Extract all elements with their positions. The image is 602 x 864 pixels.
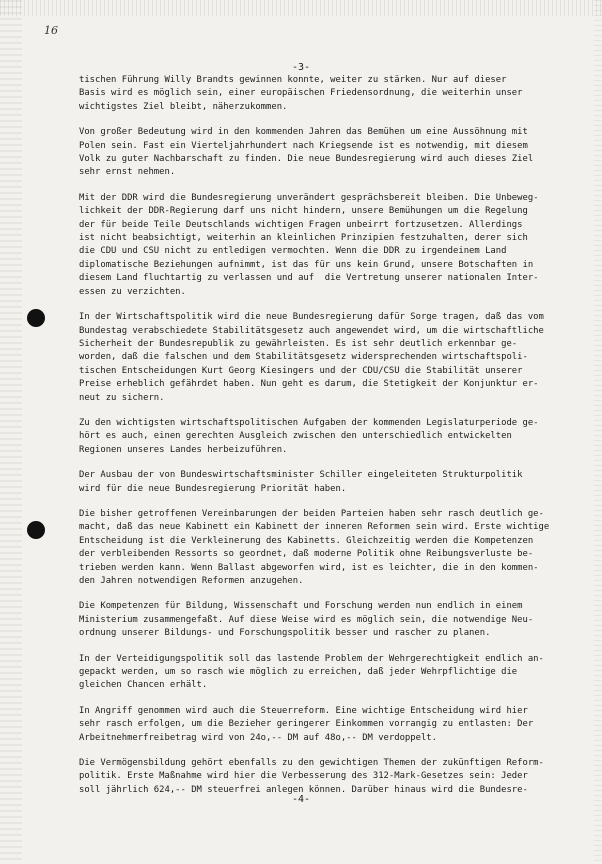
text-line: ist nicht beabsichtigt, weiterhin an kleinlichen Prinzipien festzuhalten, derer sich — [79, 233, 528, 244]
text-line: soll jährlich 624,-- DM steuerfrei anlegen können. Darüber hinaus wird die Bundesre- — [79, 784, 528, 795]
text-line: Basis wird es möglich sein, einer europäischen Friedensordnung, die weiterhin unser — [79, 88, 523, 99]
scan-edge-right — [594, 0, 602, 864]
text-line: In der Wirtschaftspolitik wird die neue Bundesregierung dafür Sorge tragen, daß das vom — [79, 312, 544, 323]
text-line: wichtigstes Ziel bleibt, näherzukommen. — [79, 101, 288, 112]
text-line: der für beide Teile Deutschlands wichtigen Fragen unbeirrt fortzusetzen. Allerdings — [79, 219, 523, 230]
text-line: neut zu sichern. — [79, 392, 165, 403]
text-line: Sicherheit der Bundesrepublik zu gewährleisten. Es ist sehr deutlich erkennbar ge- — [79, 338, 518, 349]
text-line: Volk zu guter Nachbarschaft zu finden. Die neue Bundesregierung wird auch dieses Ziel — [79, 154, 534, 165]
text-line: Von großer Bedeutung wird in den kommenden Jahren das Bemühen um eine Aussöhnung mit — [79, 127, 528, 138]
text-line: wird für die neue Bundesregierung Priorität haben. — [79, 483, 347, 494]
paragraph — [79, 74, 569, 114]
punch-hole — [27, 521, 45, 539]
punch-hole — [27, 309, 45, 327]
text-line: Die bisher getroffenen Vereinbarungen der beiden Parteien haben sehr rasch deutlich ge- — [79, 508, 544, 519]
text-line: Bundestag verabschiedete Stabilitätsgesetz auch angewendet wird, um die wirtschaftliche — [79, 325, 544, 336]
text-line: worden, daß die falschen und dem Stabilitätsgesetz widersprechenden wirtschaftspoli- — [79, 352, 528, 363]
scan-edge-left — [0, 0, 22, 864]
text-line: tischen Entscheidungen Kurt Georg Kiesingers und der CDU/CSU die Stabilität unserer — [79, 365, 523, 376]
paragraph — [79, 600, 569, 640]
document-body — [79, 74, 569, 809]
page-number-top: -3- — [291, 62, 311, 73]
paragraph — [79, 311, 569, 405]
text-line: der verbleibenden Ressorts so geordnet, daß moderne Politik ohne Reibungsverluste be- — [79, 549, 534, 560]
text-line: In Angriff genommen wird auch die Steuerreform. Eine wichtige Entscheidung wird hier — [79, 705, 528, 716]
paragraph — [79, 469, 569, 496]
text-line: lichkeit der DDR-Regierung darf uns nicht hindern, unsere Bemühungen um die Regelung — [79, 206, 528, 217]
text-line: Ministerium zusammengefaßt. Auf diese Weise wird es möglich sein, die notwendige Neu- — [79, 614, 534, 625]
text-line: Regionen unseres Landes herbeizuführen. — [79, 444, 288, 455]
paragraph — [79, 126, 569, 180]
text-line: diplomatische Beziehungen aufnimmt, ist das für uns kein Grund, unsere Botschaften in — [79, 259, 534, 270]
paragraph — [79, 192, 569, 299]
text-line: In der Verteidigungspolitik soll das lastende Problem der Wehrgerechtigkeit endlich an- — [79, 653, 544, 664]
text-line: diesem Land fluchtartig zu verlassen und auf die Vertretung unserer nationalen Inter- — [79, 273, 539, 284]
paragraph — [79, 417, 569, 457]
text-line: sehr ernst nehmen. — [79, 167, 176, 178]
text-line: hört es auch, einen gerechten Ausgleich zwischen den unterschiedlich entwickelten — [79, 431, 512, 442]
text-line: die CDU und CSU nicht zu entledigen vermochten. Wenn die DDR zu irgendeinem Land — [79, 246, 507, 257]
text-line: den Jahren notwendigen Reformen anzugehen. — [79, 576, 304, 586]
handwritten-page-mark: 16 — [44, 24, 58, 37]
text-line: Polen sein. Fast ein Vierteljahrhundert nach Kriegsende ist es notwendig, mit diesem — [79, 140, 528, 151]
text-line: tischen Führung Willy Brandts gewinnen konnte, weiter zu stärken. Nur auf dieser — [79, 75, 507, 85]
text-line: ordnung unserer Bildungs- und Forschungspolitik besser und rascher zu planen. — [79, 628, 491, 639]
paragraph — [79, 757, 569, 797]
text-line: sehr rasch erfolgen, um die Bezieher geringerer Einkommen vorrangig zu entlasten: Der — [79, 719, 534, 730]
text-line: Die Vermögensbildung gehört ebenfalls zu den gewichtigen Themen der zukünftigen Reform- — [79, 758, 544, 769]
text-line: essen zu verzichten. — [79, 286, 186, 297]
text-line: macht, daß das neue Kabinett ein Kabinett der inneren Reformen sein wird. Erste wichtige — [79, 522, 550, 533]
text-line: Der Ausbau der von Bundeswirtschaftsminister Schiller eingeleiteten Strukturpolitik — [79, 470, 523, 481]
paragraph — [79, 508, 569, 588]
text-line: Entscheidung ist die Verkleinerung des Kabinetts. Gleichzeitig werden die Kompetenzen — [79, 535, 534, 546]
text-line: Preise erheblich gefährdet haben. Nun geht es darum, die Stetigkeit der Konjunktur er- — [79, 379, 539, 390]
paragraph — [79, 705, 569, 745]
text-line: gepackt werden, um so rasch wie möglich zu erreichen, daß jeder Wehrpflichtige die — [79, 667, 518, 678]
text-line: Arbeitnehmerfreibetrag wird von 24o,-- DM auf 48o,-- DM verdoppelt. — [79, 732, 437, 743]
scan-edge-top — [0, 0, 602, 16]
text-line: Mit der DDR wird die Bundesregierung unverändert gesprächsbereit bleiben. Die Unbeweg- — [79, 192, 539, 203]
text-line: politik. Erste Maßnahme wird hier die Verbesserung des 312-Mark-Gesetzes sein: Jeder — [79, 771, 528, 782]
text-line: trieben werden kann. Wenn Ballast abgeworfen wird, ist es leichter, die in den kommen- — [79, 562, 539, 573]
text-line: gleichen Chancen erhält. — [79, 680, 208, 691]
paragraph — [79, 653, 569, 693]
text-line: Die Kompetenzen für Bildung, Wissenschaft und Forschung werden nun endlich in einem — [79, 601, 523, 612]
text-line: Zu den wichtigsten wirtschaftspolitischen Aufgaben der kommenden Legislaturperiode ge- — [79, 417, 539, 428]
page-number-bottom: -4- — [291, 794, 311, 805]
